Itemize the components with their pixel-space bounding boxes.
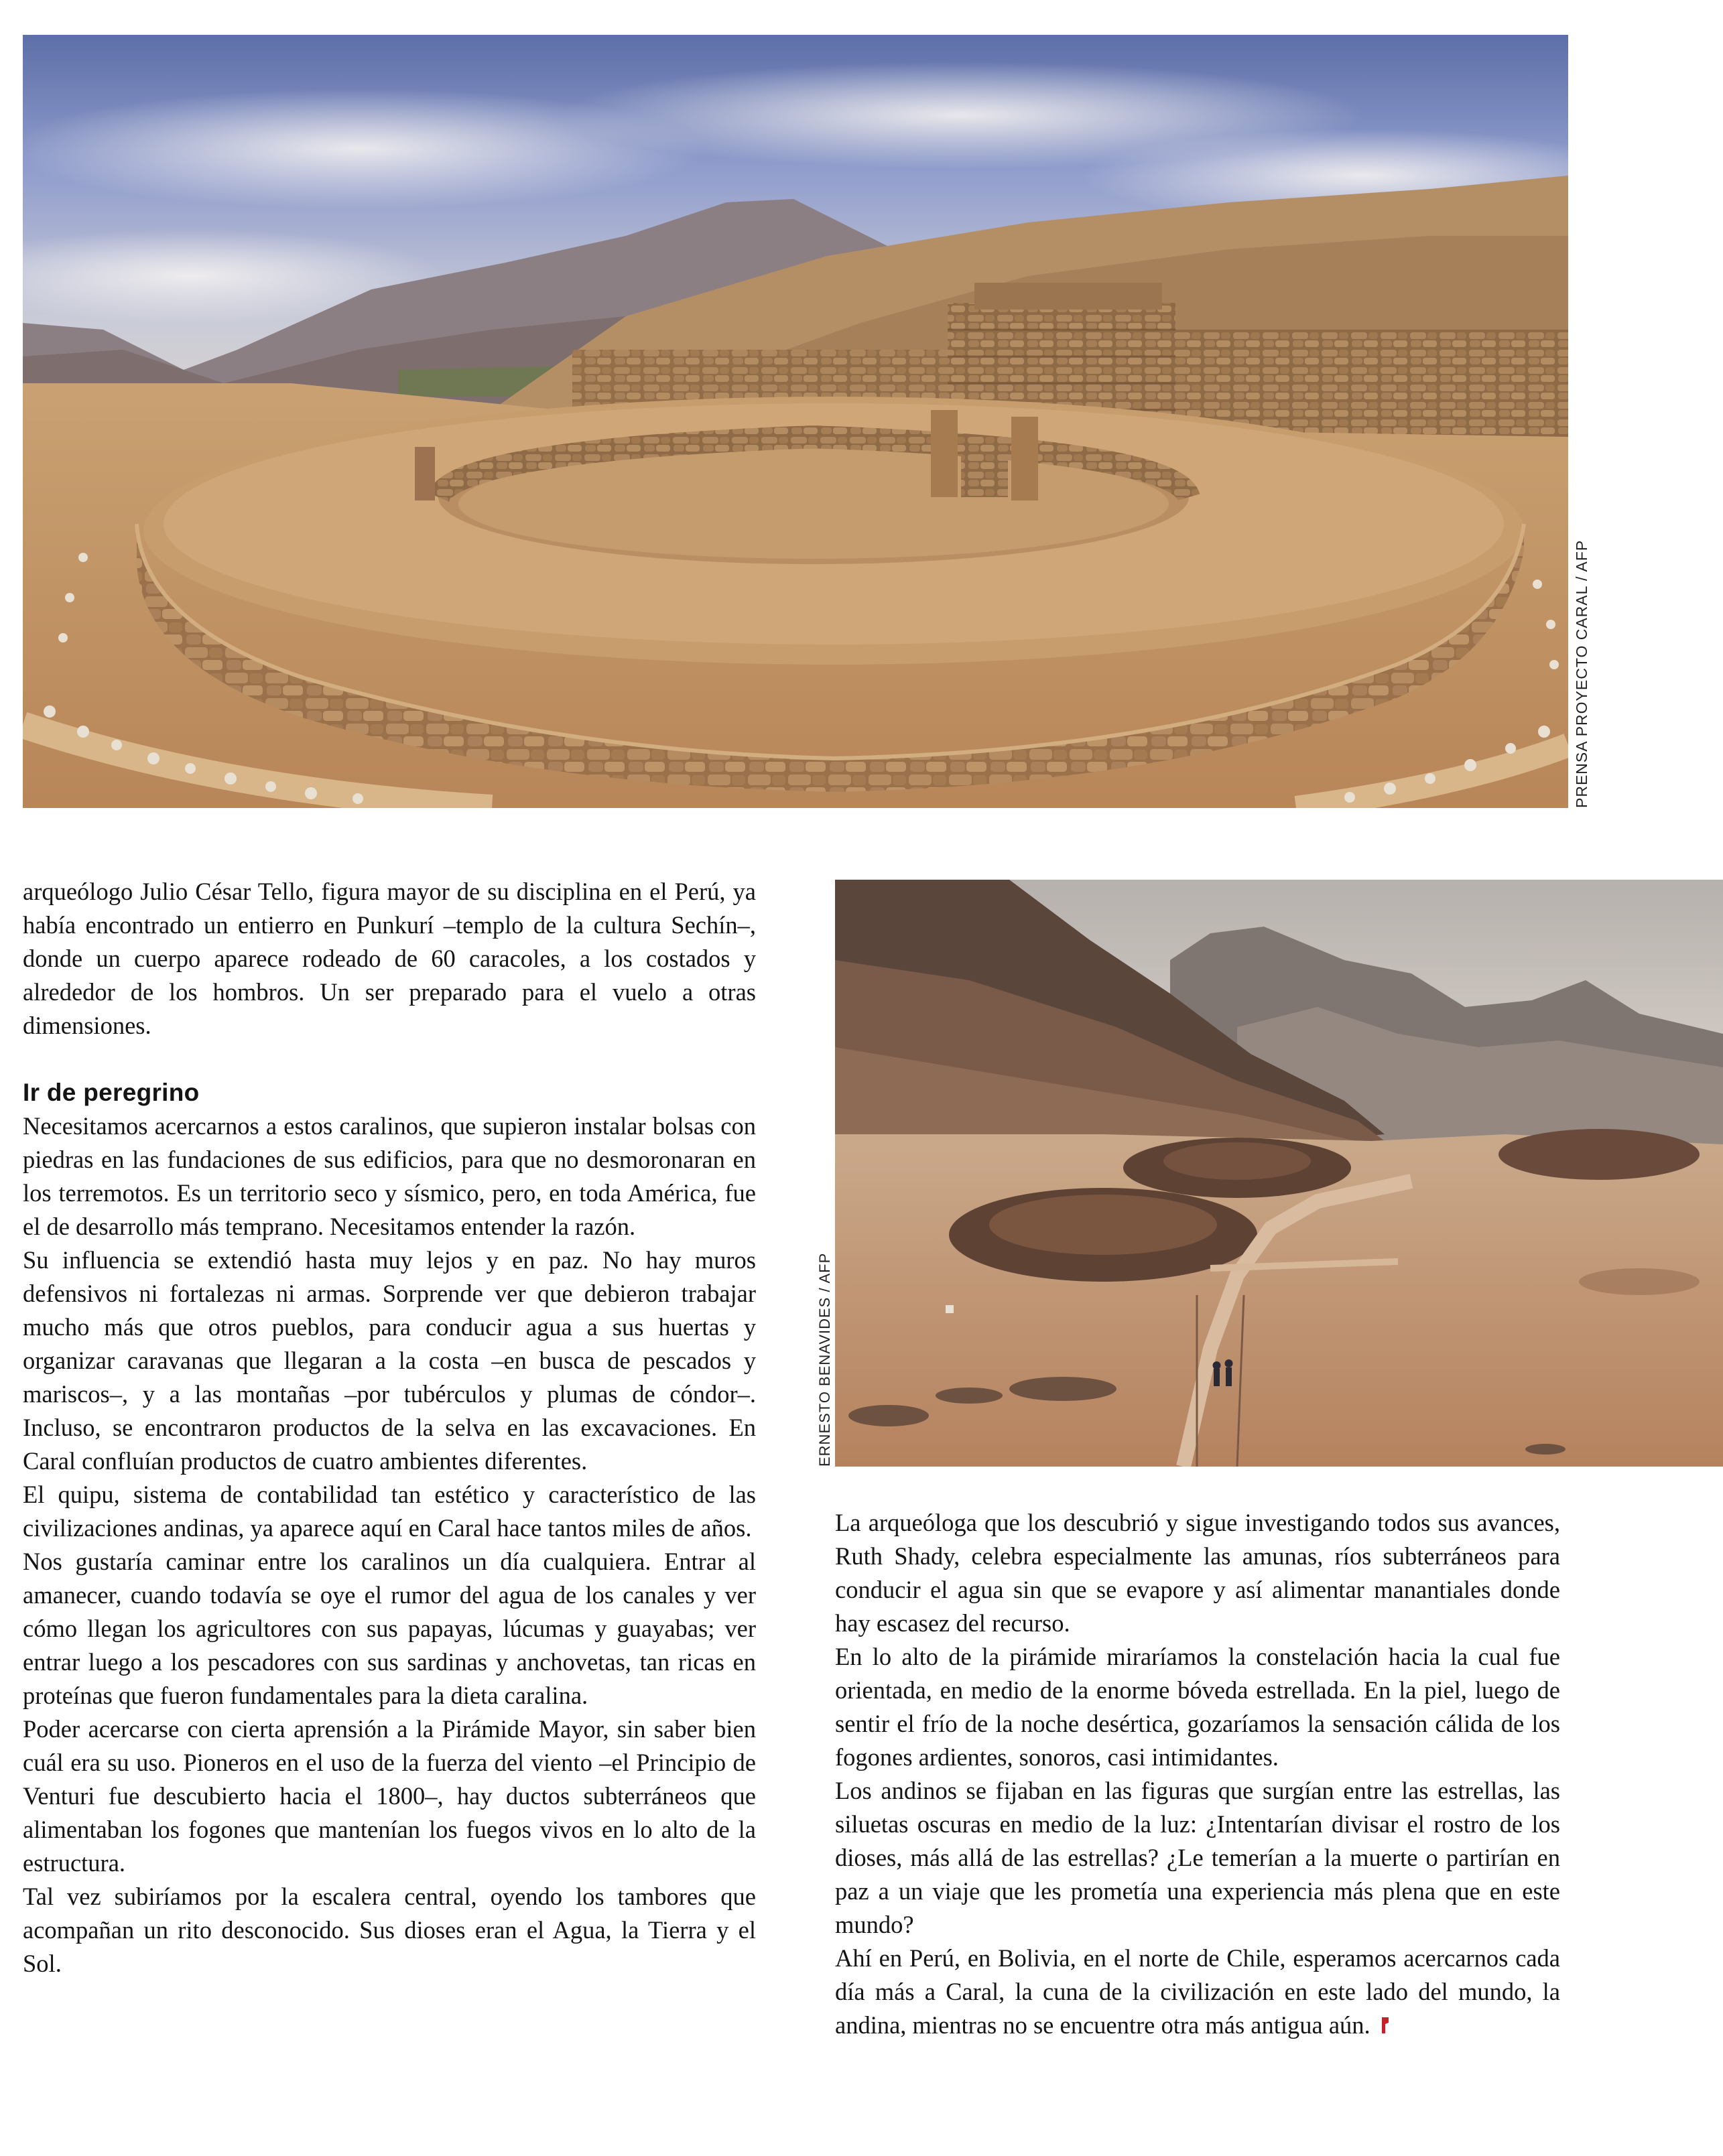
body-paragraph: Poder acercarse con cierta aprensión a la Pirámide Mayor, sin saber bien cuál era su uso. Pioneros en el uso de la fuerza del viento –el Principio de Venturi fue descubierto hacia el 1800–, hay ductos subterráneos que alimentaban los fogones que mantenían los fuegos vivos en lo alto de la estructura.	[23, 1715, 756, 1877]
circular-plaza-ruins-image	[23, 35, 1568, 808]
right-photo	[835, 880, 1723, 1467]
caral-pyramids-valley-image	[835, 880, 1723, 1467]
body-paragraph: El quipu, sistema de contabilidad tan estético y característico de las civilizaciones andinas, ya aparece aquí en Caral hace tantos miles de años.	[23, 1481, 756, 1542]
top-photo-credit: PRENSA PROYECTO CARAL / AFP	[1573, 539, 1590, 808]
right-photo-credit: ERNESTO BENAVIDES / AFP	[816, 1252, 833, 1467]
closing-paragraph-text: Ahí en Perú, en Bolivia, en el norte de Chile, esperamos acercarnos cada día más a Caral, la cuna de la civilización en este lado del mundo, la andina, mientras no se encuentre otra más antigua aún.	[835, 1944, 1560, 2039]
closing-paragraph	[835, 1942, 1560, 2042]
body-paragraph: La arqueóloga que los descubrió y sigue investigando todos sus avances, Ruth Shady, celebra especialmente las amunas, ríos subterráneos para conducir el agua sin que se evapore y así alimentar manantiales donde hay escasez del recurso.	[835, 1509, 1560, 1637]
body-paragraph: Necesitamos acercarnos a estos caralinos, que supieron instalar bolsas con piedras en las fundaciones de sus edificios, para que no desmoronaran en los terremotos. Es un territorio seco y sísmico, pero, en toda América, fue el de desarrollo más temprano. Necesitamos entender la razón.	[23, 1112, 756, 1240]
section-heading: Ir de peregrino	[23, 1079, 200, 1106]
body-paragraph: Los andinos se fijaban en las figuras que surgían entre las estrellas, las siluetas oscuras en medio de la luz: ¿Intentarían divisar el rostro de los dioses, más allá de las estrellas? ¿Le temerían a la muerte o partirían en paz a un viaje que les prometía una experiencia más plena que en este mundo?	[835, 1777, 1560, 1938]
body-paragraph: Nos gustaría caminar entre los caralinos un día cualquiera. Entrar al amanecer, cuando todavía se oye el rumor del agua de los canales y ver cómo llegan los agricultores con sus papayas, lúcumas y guayabas; ver entrar luego a los pescadores con sus sardinas y anchovetas, tan ricas en proteínas que fueron fundamentales para la dieta caralina.	[23, 1548, 756, 1709]
top-photo	[23, 35, 1568, 808]
body-paragraph: Tal vez subiríamos por la escalera central, oyendo los tambores que acompañan un rito desconocido. Sus dioses eran el Agua, la Tierra y el Sol.	[23, 1883, 756, 1977]
left-text-column	[23, 875, 756, 1980]
end-of-article-mark-icon	[1380, 2016, 1391, 2035]
body-paragraph: En lo alto de la pirámide miraríamos la constelación hacia la cual fue orientada, en medio de la enorme bóveda estrellada. En la piel, luego de sentir el frío de la noche desértica, gozaríamos la sensación cálida de los fogones ardientes, sonoros, casi intimidantes.	[835, 1643, 1560, 1771]
intro-paragraph: arqueólogo Julio César Tello, figura mayor de su disciplina en el Perú, ya había encontrado un entierro en Punkurí –templo de la cultura Sechín–, donde un cuerpo aparece rodeado de 60 caracoles, a los costados y alrededor de los hombros. Un ser preparado para el vuelo a otras dimensiones.	[23, 878, 756, 1039]
body-paragraph: Su influencia se extendió hasta muy lejos y en paz. No hay muros defensivos ni fortalezas ni armas. Sorprende ver que debieron trabajar mucho más que otros pueblos, para conducir agua a sus huertas y organizar caravanas que llegaran a la costa –en busca de pescados y mariscos–, y a las montañas –por tubérculos y plumas de cóndor–. Incluso, se encontraron productos de la selva en las excavaciones. En Caral confluían productos de cuatro ambientes diferentes.	[23, 1246, 756, 1475]
right-text-column	[835, 1506, 1560, 2042]
